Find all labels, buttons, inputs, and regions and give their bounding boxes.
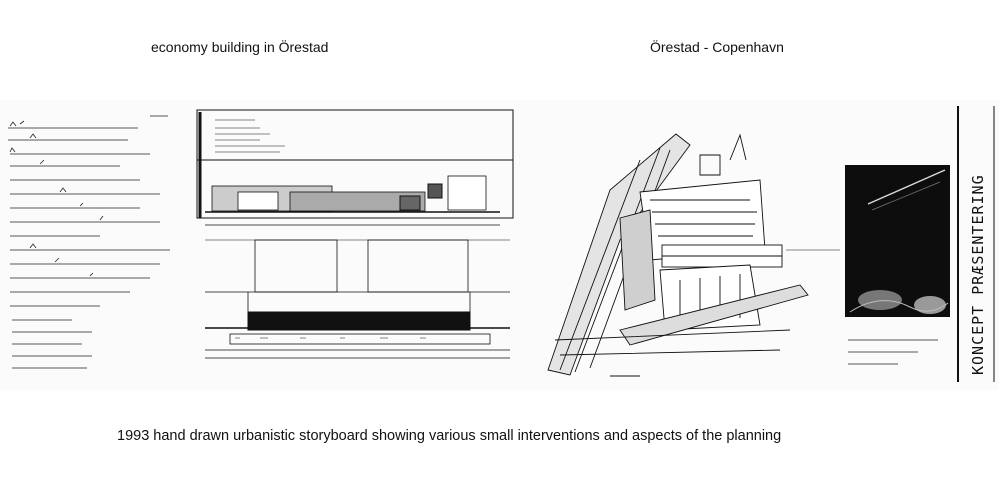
image-caption: 1993 hand drawn urbanistic storyboard showing various small interventions and aspects of the planning bbox=[117, 428, 782, 444]
vertical-heading: KONCEPT PRÆSENTERING bbox=[969, 174, 987, 375]
storyboard-image bbox=[0, 100, 999, 390]
left-title: economy building in Örestad bbox=[151, 39, 329, 55]
right-title: Örestad - Copenhavn bbox=[650, 39, 784, 55]
